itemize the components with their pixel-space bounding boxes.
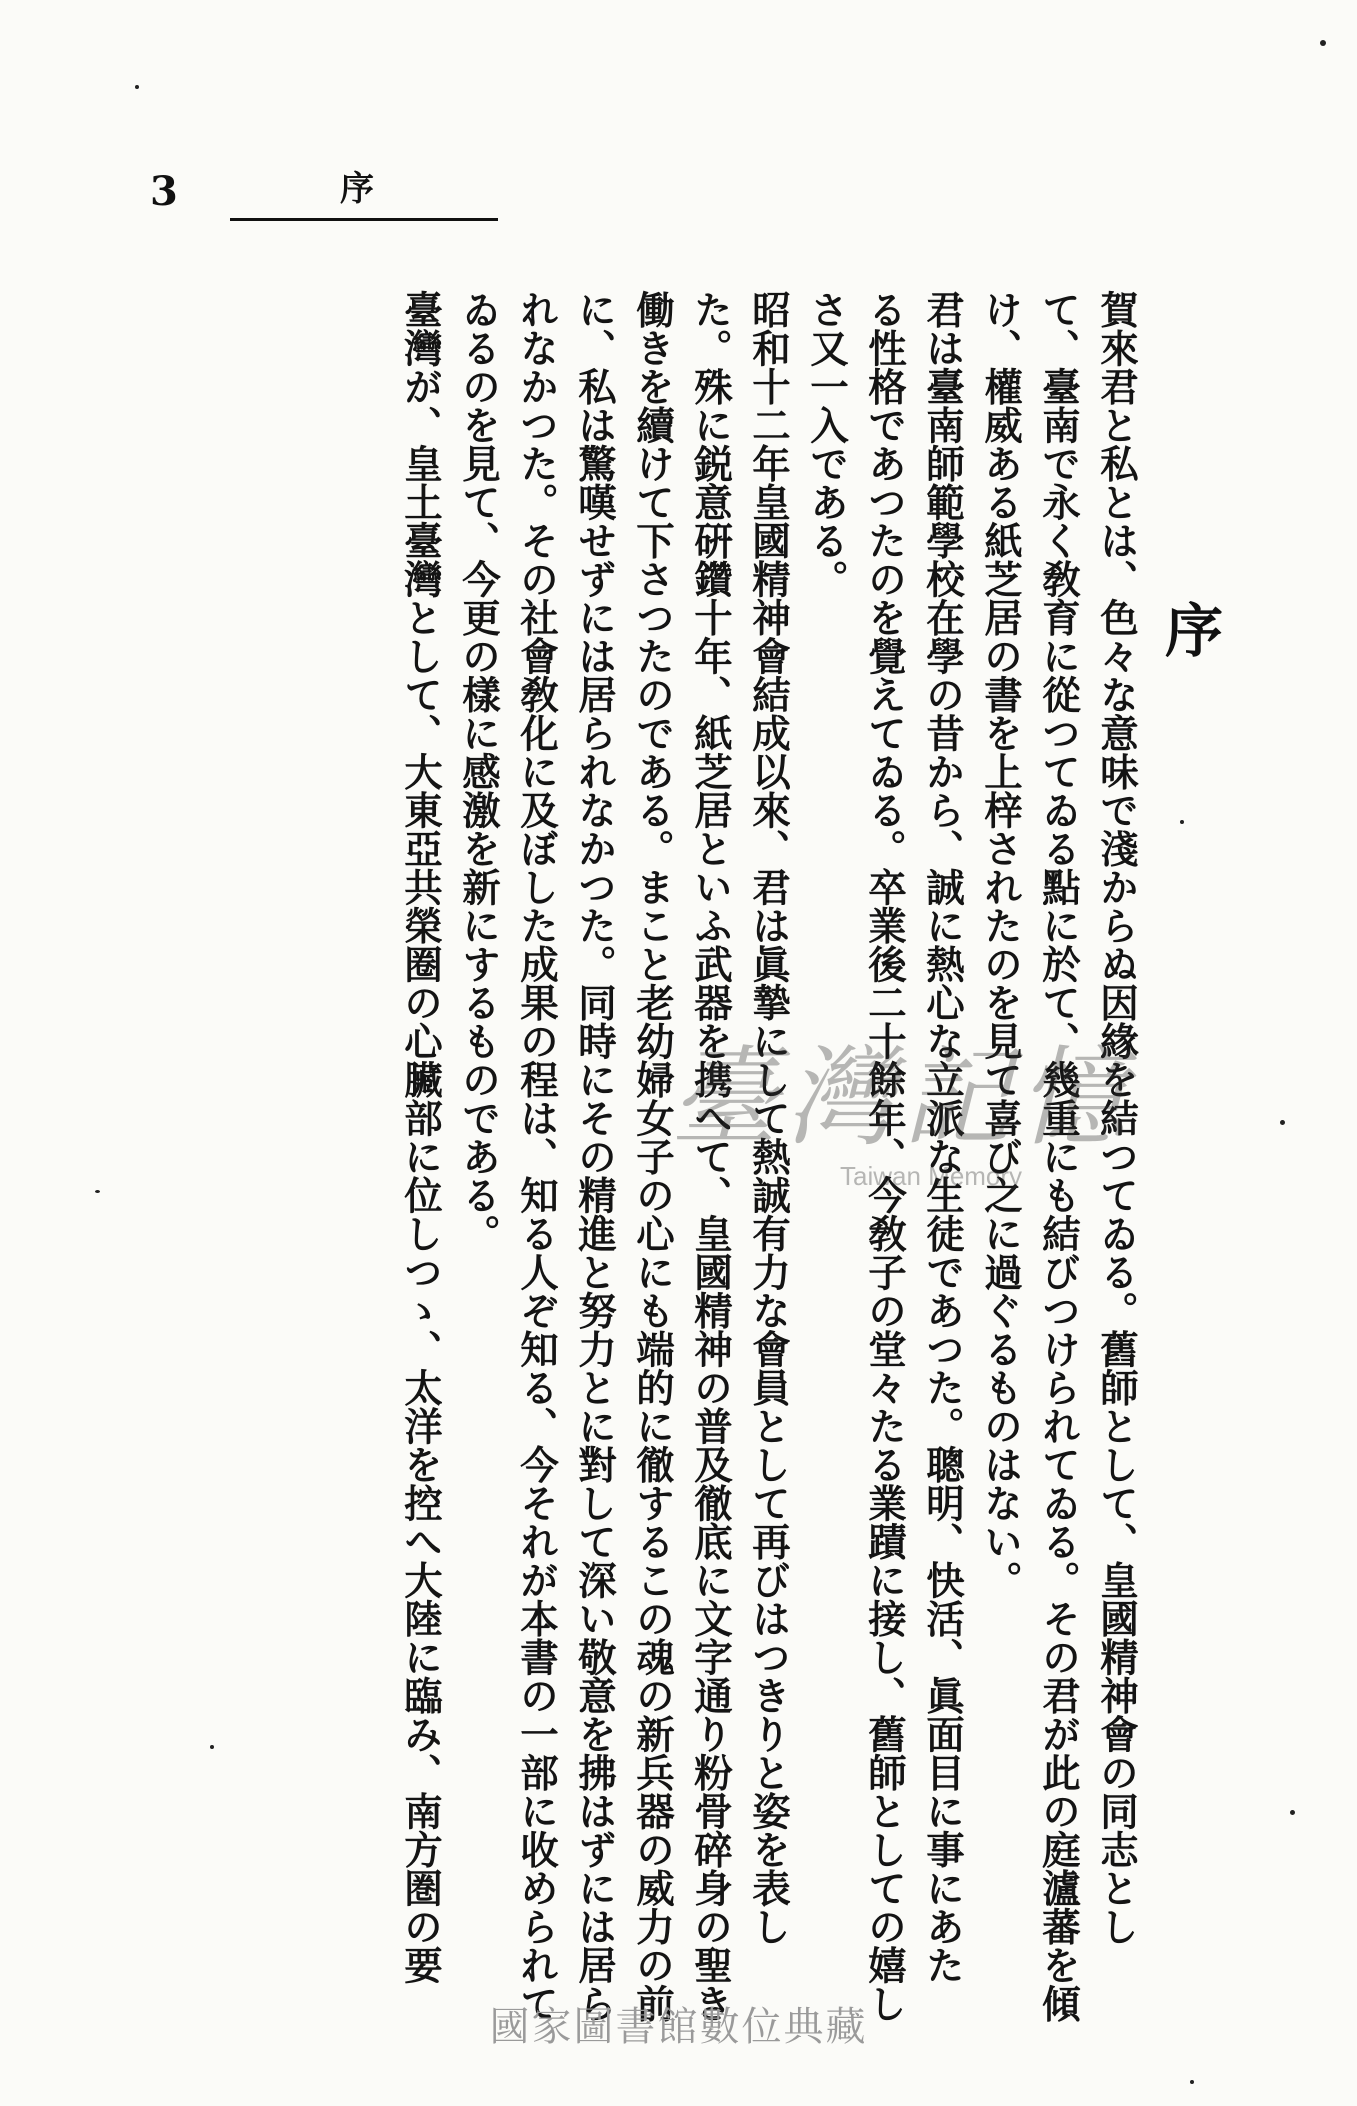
- text-column: さ又一入である。: [804, 290, 849, 598]
- scan-speck: [1280, 1120, 1285, 1125]
- text-column: に、私は驚嘆せずには居られなかつた。同時にその精進と努力とに對して深い敬意を拂はずには居ら: [572, 290, 617, 2023]
- section-heading: 序: [1165, 597, 1224, 665]
- scan-speck: [1190, 2080, 1194, 2084]
- page-number: 3: [150, 168, 178, 215]
- scan-speck: [210, 1745, 214, 1749]
- watermark: [670, 1036, 1270, 1225]
- text-column: 君は臺南師範學校在學の昔から、誠に熱心な立派な生徒であつた。聰明、快活、眞面目に事にあた: [920, 290, 965, 1984]
- text-column: ゐるのを見て、今更の樣に感激を新にするものである。: [456, 290, 501, 1253]
- footer-credit: 國家圖書館數位典藏: [489, 2004, 868, 2050]
- scan-speck: [1290, 1810, 1295, 1815]
- text-column: け、權威ある紙芝居の書を上梓されたのを見て喜び之に過ぐるものはない。: [978, 290, 1023, 1599]
- watermark-logo-text: 臺灣記憶: [670, 1036, 1135, 1161]
- scan-speck: [95, 1190, 100, 1193]
- text-column: て、臺南で永く敎育に從つてゐる點に於て、幾重にも結びつけられてゐる。その君が此の庭瀘蕃を傾: [1036, 290, 1081, 2023]
- text-column: 働きを續けて下さつたのである。まこと老幼婦女子の心にも端的に徹するこの魂の新兵器の威力の前: [630, 290, 675, 2023]
- scan-speck: [135, 85, 139, 89]
- watermark-subtitle: Taiwan Memory: [840, 1161, 1023, 1191]
- text-column: た。殊に鋭意硏鑽十年、紙芝居といふ武器を携へて、皇國精神の普及徹底に文字通り粉骨碎身の聖き: [688, 290, 733, 2023]
- text-column: 昭和十二年皇國精神會結成以來、君は眞摯にして熱誠有力な會員として再びはつきりと姿を表し: [746, 290, 791, 1946]
- scan-speck: [1180, 820, 1184, 824]
- header-rule: [230, 218, 498, 221]
- scan-speck: [1320, 40, 1326, 46]
- text-column: 臺灣が、皇土臺灣として、大東亞共榮圈の心臟部に位しつゝ、太洋を控へ大陸に臨み、南方圏の要: [398, 290, 443, 1984]
- text-column: 賀來君と私とは、色々な意味で淺からぬ因緣を結つてゐる。舊師として、皇國精神會の同志とし: [1094, 290, 1139, 1946]
- text-column: れなかつた。その社會敎化に及ぼした成果の程は、知る人ぞ知る、今それが本書の一部に收められて: [514, 290, 559, 2023]
- text-column: る性格であつたのを覺えてゐる。卒業後二十餘年、今敎子の堂々たる業蹟に接し、舊師としての嬉し: [862, 290, 907, 2023]
- running-title: 序: [340, 169, 374, 209]
